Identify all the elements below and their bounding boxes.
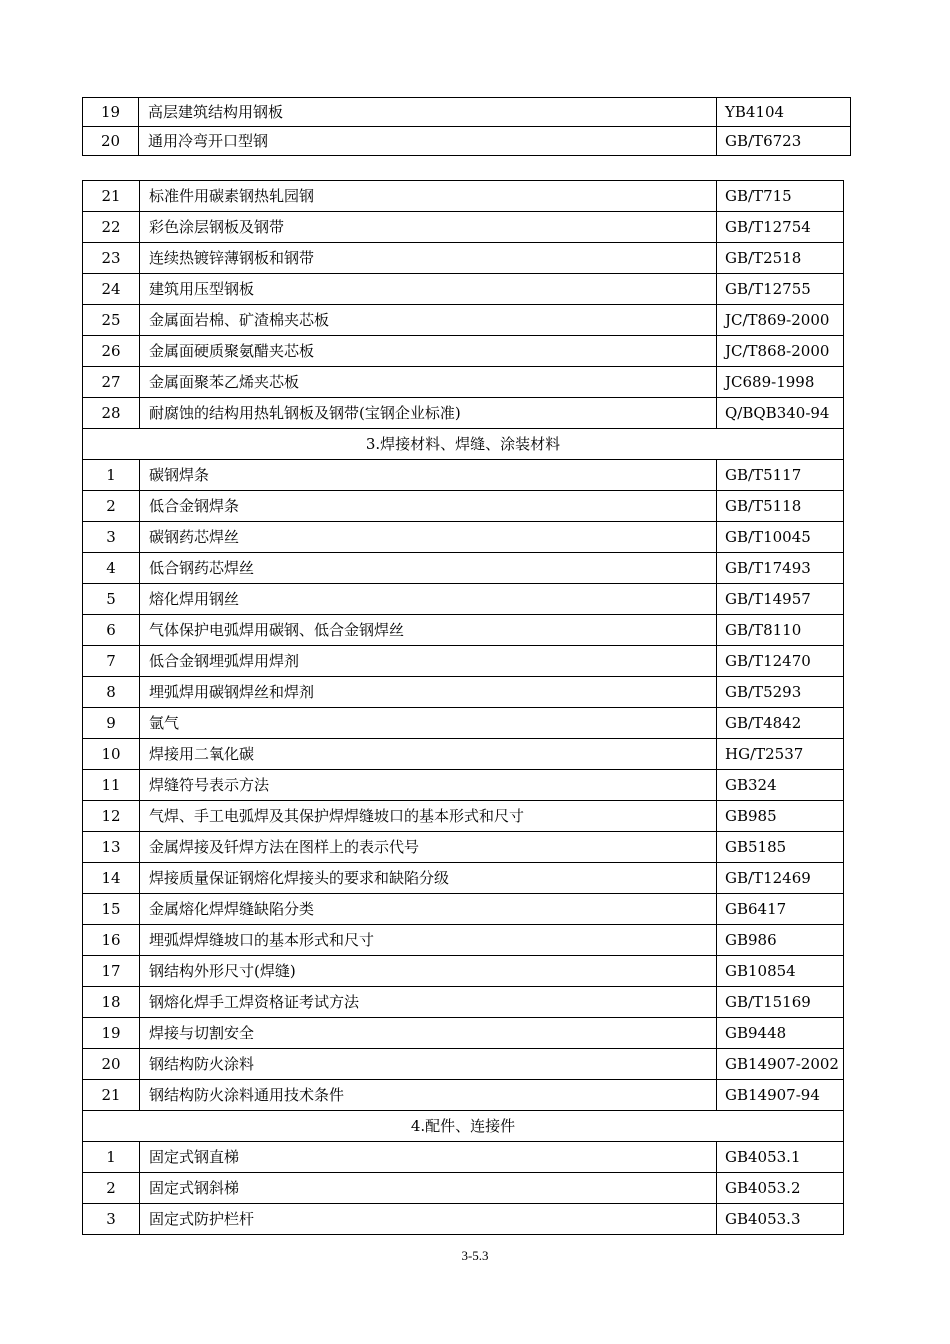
standard-code: GB/T715 — [717, 181, 844, 212]
standard-name: 碳钢焊条 — [140, 460, 717, 491]
standard-name: 高层建筑结构用钢板 — [139, 98, 717, 127]
standard-name: 固定式钢斜梯 — [140, 1173, 717, 1204]
standards-table-top — [82, 97, 851, 156]
standard-code: JC/T868-2000 — [717, 336, 844, 367]
table-row — [83, 127, 851, 156]
table-row — [83, 863, 844, 894]
page-number: 3-5.3 — [461, 1248, 489, 1263]
standard-name: 钢结构防火涂料通用技术条件 — [140, 1080, 717, 1111]
row-number: 3 — [83, 1204, 140, 1235]
standard-code: GB/T5117 — [717, 460, 844, 491]
row-number: 4 — [83, 553, 140, 584]
standard-code: GB/T12754 — [717, 212, 844, 243]
standard-name: 钢结构外形尺寸(焊缝) — [140, 956, 717, 987]
table-row — [83, 832, 844, 863]
table-row — [83, 98, 851, 127]
row-number: 17 — [83, 956, 140, 987]
table-row — [83, 274, 844, 305]
table-row — [83, 956, 844, 987]
table-row — [83, 708, 844, 739]
standard-code: GB10854 — [717, 956, 844, 987]
standard-name: 钢结构防火涂料 — [140, 1049, 717, 1080]
standard-name: 碳钢药芯焊丝 — [140, 522, 717, 553]
row-number: 10 — [83, 739, 140, 770]
standard-code: GB/T12469 — [717, 863, 844, 894]
table-row — [83, 770, 844, 801]
standard-name: 标准件用碳素钢热轧园钢 — [140, 181, 717, 212]
standard-name: 固定式钢直梯 — [140, 1142, 717, 1173]
standard-name: 固定式防护栏杆 — [140, 1204, 717, 1235]
standard-name: 金属面聚苯乙烯夹芯板 — [140, 367, 717, 398]
standard-code: GB6417 — [717, 894, 844, 925]
standard-name: 熔化焊用钢丝 — [140, 584, 717, 615]
standard-name: 耐腐蚀的结构用热轧钢板及钢带(宝钢企业标准) — [140, 398, 717, 429]
table-row — [83, 398, 844, 429]
table-row — [83, 1142, 844, 1173]
table-row — [83, 987, 844, 1018]
standard-code: GB/T12470 — [717, 646, 844, 677]
row-number: 16 — [83, 925, 140, 956]
table-row — [83, 336, 844, 367]
row-number: 28 — [83, 398, 140, 429]
standard-code: GB/T4842 — [717, 708, 844, 739]
row-number: 9 — [83, 708, 140, 739]
standard-code: GB/T5293 — [717, 677, 844, 708]
table-row — [83, 553, 844, 584]
table-row — [83, 615, 844, 646]
standard-code: GB4053.2 — [717, 1173, 844, 1204]
row-number: 25 — [83, 305, 140, 336]
row-number: 6 — [83, 615, 140, 646]
table-row — [83, 801, 844, 832]
standard-code: GB/T17493 — [717, 553, 844, 584]
standard-name: 埋弧焊用碳钢焊丝和焊剂 — [140, 677, 717, 708]
standard-name: 金属面硬质聚氨醋夹芯板 — [140, 336, 717, 367]
standard-name: 金属面岩棉、矿渣棉夹芯板 — [140, 305, 717, 336]
row-number: 20 — [83, 1049, 140, 1080]
table-row — [83, 491, 844, 522]
table-row — [83, 894, 844, 925]
standard-code: GB/T10045 — [717, 522, 844, 553]
standard-code: GB986 — [717, 925, 844, 956]
row-number: 15 — [83, 894, 140, 925]
row-number: 19 — [83, 98, 139, 127]
row-number: 26 — [83, 336, 140, 367]
standard-code: GB/T15169 — [717, 987, 844, 1018]
standard-name: 金属熔化焊焊缝缺陷分类 — [140, 894, 717, 925]
table-row — [83, 305, 844, 336]
table-row — [83, 1173, 844, 1204]
standard-name: 气体保护电弧焊用碳钢、低合金钢焊丝 — [140, 615, 717, 646]
row-number: 14 — [83, 863, 140, 894]
standard-name: 连续热镀锌薄钢板和钢带 — [140, 243, 717, 274]
standard-code: GB/T12755 — [717, 274, 844, 305]
table-row — [83, 243, 844, 274]
row-number: 7 — [83, 646, 140, 677]
standard-name: 氩气 — [140, 708, 717, 739]
row-number: 2 — [83, 1173, 140, 1204]
section-header-row — [83, 429, 844, 460]
row-number: 11 — [83, 770, 140, 801]
row-number: 5 — [83, 584, 140, 615]
standard-code: JC/T869-2000 — [717, 305, 844, 336]
standard-name: 钢熔化焊手工焊资格证考试方法 — [140, 987, 717, 1018]
standard-name: 埋弧焊焊缝坡口的基本形式和尺寸 — [140, 925, 717, 956]
standard-code: Q/BQB340-94 — [717, 398, 844, 429]
table-row — [83, 677, 844, 708]
table-row — [83, 367, 844, 398]
standard-code: GB/T14957 — [717, 584, 844, 615]
standard-code: GB985 — [717, 801, 844, 832]
standard-code: GB14907-94 — [717, 1080, 844, 1111]
standard-name: 焊接与切割安全 — [140, 1018, 717, 1049]
row-number: 13 — [83, 832, 140, 863]
row-number: 19 — [83, 1018, 140, 1049]
table-row — [83, 1049, 844, 1080]
row-number: 2 — [83, 491, 140, 522]
standard-name: 气焊、手工电弧焊及其保护焊焊缝坡口的基本形式和尺寸 — [140, 801, 717, 832]
row-number: 3 — [83, 522, 140, 553]
standard-name: 彩色涂层钢板及钢带 — [140, 212, 717, 243]
standard-code: GB4053.3 — [717, 1204, 844, 1235]
row-number: 20 — [83, 127, 139, 156]
standard-name: 低合金钢焊条 — [140, 491, 717, 522]
row-number: 21 — [83, 181, 140, 212]
standard-code: GB/T6723 — [717, 127, 851, 156]
standard-name: 低合钢药芯焊丝 — [140, 553, 717, 584]
row-number: 18 — [83, 987, 140, 1018]
standard-code: GB324 — [717, 770, 844, 801]
table-row — [83, 1018, 844, 1049]
row-number: 1 — [83, 1142, 140, 1173]
row-number: 21 — [83, 1080, 140, 1111]
standard-code: GB/T5118 — [717, 491, 844, 522]
standard-code: GB14907-2002 — [717, 1049, 844, 1080]
standard-code: GB5185 — [717, 832, 844, 863]
table-row — [83, 212, 844, 243]
row-number: 12 — [83, 801, 140, 832]
standard-code: GB/T8110 — [717, 615, 844, 646]
row-number: 24 — [83, 274, 140, 305]
table-row — [83, 584, 844, 615]
standard-name: 通用冷弯开口型钢 — [139, 127, 717, 156]
table-row — [83, 739, 844, 770]
row-number: 23 — [83, 243, 140, 274]
section-title: 3.焊接材料、焊缝、涂装材料 — [83, 429, 844, 460]
table-row — [83, 1080, 844, 1111]
standard-name: 金属焊接及钎焊方法在图样上的表示代号 — [140, 832, 717, 863]
standard-name: 焊接质量保证钢熔化焊接头的要求和缺陷分级 — [140, 863, 717, 894]
row-number: 8 — [83, 677, 140, 708]
table-row — [83, 522, 844, 553]
standard-name: 焊接用二氧化碳 — [140, 739, 717, 770]
section-title: 4.配件、连接件 — [83, 1111, 844, 1142]
standard-name: 低合金钢埋弧焊用焊剂 — [140, 646, 717, 677]
section-header-row — [83, 1111, 844, 1142]
standard-code: GB9448 — [717, 1018, 844, 1049]
standard-code: GB/T2518 — [717, 243, 844, 274]
row-number: 1 — [83, 460, 140, 491]
row-number: 22 — [83, 212, 140, 243]
table-row — [83, 925, 844, 956]
standard-code: HG/T2537 — [717, 739, 844, 770]
table-row — [83, 1204, 844, 1235]
row-number: 27 — [83, 367, 140, 398]
table-row — [83, 181, 844, 212]
table-row — [83, 460, 844, 491]
standard-name: 建筑用压型钢板 — [140, 274, 717, 305]
table-row — [83, 646, 844, 677]
standard-name: 焊缝符号表示方法 — [140, 770, 717, 801]
standards-table-main — [82, 180, 844, 1235]
standard-code: YB4104 — [717, 98, 851, 127]
standard-code: JC689-1998 — [717, 367, 844, 398]
standard-code: GB4053.1 — [717, 1142, 844, 1173]
